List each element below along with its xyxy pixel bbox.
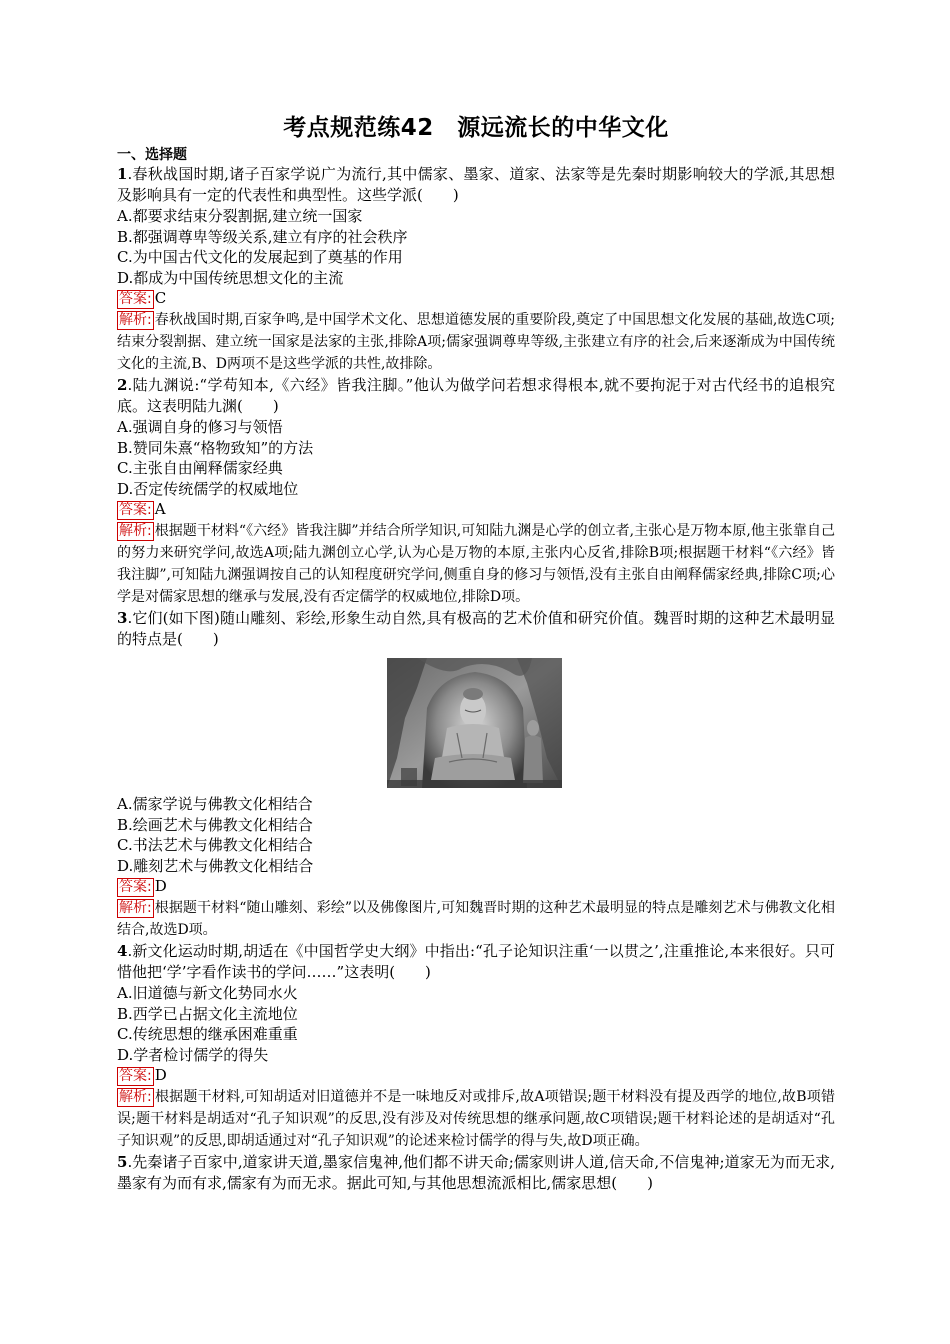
answer-tag: 答案: (119, 1068, 152, 1084)
answer-tag: 答案: (119, 291, 152, 307)
answer-value: C (154, 289, 167, 307)
answer-line (117, 288, 835, 309)
explanation: 解析: 春秋战国时期,百家争鸣,是中国学术文化、思想道德发展的重要阶段,奠定了中国思想文化发展的基础,故选C项;结束分裂割据、建立统一国家是法家的主张,排除A项;儒家强调尊卑等级,主张建立有序的社会,后来逐渐成为中国传统文化的主流,B、D两项不是这些学派的共性,故排除。 (117, 312, 835, 372)
answer-line (117, 499, 835, 520)
option-d: D.都成为中国传统思想文化的主流 (117, 268, 344, 287)
question-stem: 5.先秦诸子百家中,道家讲天道,墨家信鬼神,他们都不讲天命;儒家则讲人道,信天命,不信鬼神;道家无为而无求,墨家有为而有求,儒家有为而无求。据此可知,与其他思想流派相比,儒家思想( ) (117, 1153, 835, 1192)
question-5 (117, 1152, 835, 1194)
question-number: 1 (117, 165, 128, 183)
option-c: C.传统思想的继承困难重重 (117, 1025, 298, 1043)
option-a: A.儒家学说与佛教文化相结合 (117, 795, 313, 813)
option-a: A.旧道德与新文化势同水火 (117, 984, 298, 1002)
question-number: 2 (117, 376, 128, 394)
question-2 (117, 375, 835, 608)
question-1 (117, 164, 835, 375)
answer-tag: 答案: (119, 502, 152, 518)
question-stem: 2.陆九渊说:“学苟知本,《六经》皆我注脚。”他认为做学问若想求得根本,就不要拘泥于对古代经书的追根究底。这表明陆九渊( ) (117, 376, 835, 415)
explanation-tag: 解析: (119, 1089, 152, 1105)
question-number: 5 (117, 1153, 128, 1171)
option-d: D.否定传统儒学的权威地位 (117, 479, 299, 498)
question-3 (117, 608, 835, 941)
option-a: A.都要求结束分裂割据,建立统一国家 (117, 207, 363, 225)
page-title: 考点规范练42 源远流长的中华文化 (283, 115, 669, 141)
explanation-tag: 解析: (119, 900, 152, 916)
option-b: B.赞同朱熹“格物致知”的方法 (117, 438, 314, 457)
answer-value: D (154, 1066, 167, 1084)
option-d: D.学者检讨儒学的得失 (117, 1045, 269, 1064)
answer-value: D (154, 877, 167, 895)
option-c: C.书法艺术与佛教文化相结合 (117, 836, 313, 854)
question-stem: 3.它们(如下图)随山雕刻、彩绘,形象生动自然,具有极高的艺术价值和研究价值。魏晋时期的这种艺术最明显的特点是( ) (117, 609, 835, 648)
explanation: 解析: 根据题干材料“《六经》皆我注脚”并结合所学知识,可知陆九渊是心学的创立者,主张心是万物本原,他主张靠自己的努力来研究学问,故选A项;陆九渊创立心学,认为心是万物的本原,主张内心反省,排除B项;根据题干材料“《六经》皆我注脚”,可知陆九渊强调按自己的认知程度研究学问,侧重自身的修习与领悟,没有主张自由阐释儒家经典,排除C项;心学是对儒家思想的继承与发展,没有否定儒学的权威地位,排除D项。 (117, 523, 835, 605)
option-b: B.都强调尊卑等级关系,建立有序的社会秩序 (117, 227, 408, 246)
question-stem: 1.春秋战国时期,诸子百家学说广为流行,其中儒家、墨家、道家、法家等是先秦时期影响较大的学派,其思想及影响具有一定的代表性和典型性。这些学派( ) (117, 165, 835, 204)
explanation-tag: 解析: (119, 523, 152, 539)
document-page (117, 112, 835, 1194)
question-stem: 4.新文化运动时期,胡适在《中国哲学史大纲》中指出:“孔子论知识注重‘一以贯之’,注重推论,本来很好。只可惜他把‘学’字看作读书的学问……”这表明( ) (117, 942, 835, 981)
answer-line (117, 876, 835, 897)
section-heading: 一、选择题 (117, 147, 187, 163)
explanation-tag: 解析: (119, 312, 152, 328)
question-number: 3 (117, 609, 128, 627)
answer-line (117, 1065, 835, 1086)
explanation: 解析: 根据题干材料“随山雕刻、彩绘”以及佛像图片,可知魏晋时期的这种艺术最明显的特点是雕刻艺术与佛教文化相结合,故选D项。 (117, 900, 835, 938)
option-a: A.强调自身的修习与领悟 (117, 418, 283, 436)
option-b: B.绘画艺术与佛教文化相结合 (117, 815, 313, 834)
option-d: D.雕刻艺术与佛教文化相结合 (117, 856, 314, 875)
buddha-statue-photo (387, 658, 562, 788)
explanation: 解析: 根据题干材料,可知胡适对旧道德并不是一味地反对或排斥,故A项错误;题干材料没有提及西学的地位,故B项错误;题干材料是胡适对“孔子知识观”的反思,没有涉及对传统思想的继承问题,故C项错误;题干材料论述的是胡适对“孔子知识观”的反思,即胡适通过对“孔子知识观”的论述来检讨儒学的得与失,故D项正确。 (117, 1089, 835, 1149)
answer-value: A (154, 500, 166, 518)
answer-tag: 答案: (119, 879, 152, 895)
option-b: B.西学已占据文化主流地位 (117, 1004, 298, 1023)
option-c: C.为中国古代文化的发展起到了奠基的作用 (117, 248, 403, 266)
question-4 (117, 941, 835, 1152)
option-c: C.主张自由阐释儒家经典 (117, 459, 283, 477)
question-number: 4 (117, 942, 128, 960)
